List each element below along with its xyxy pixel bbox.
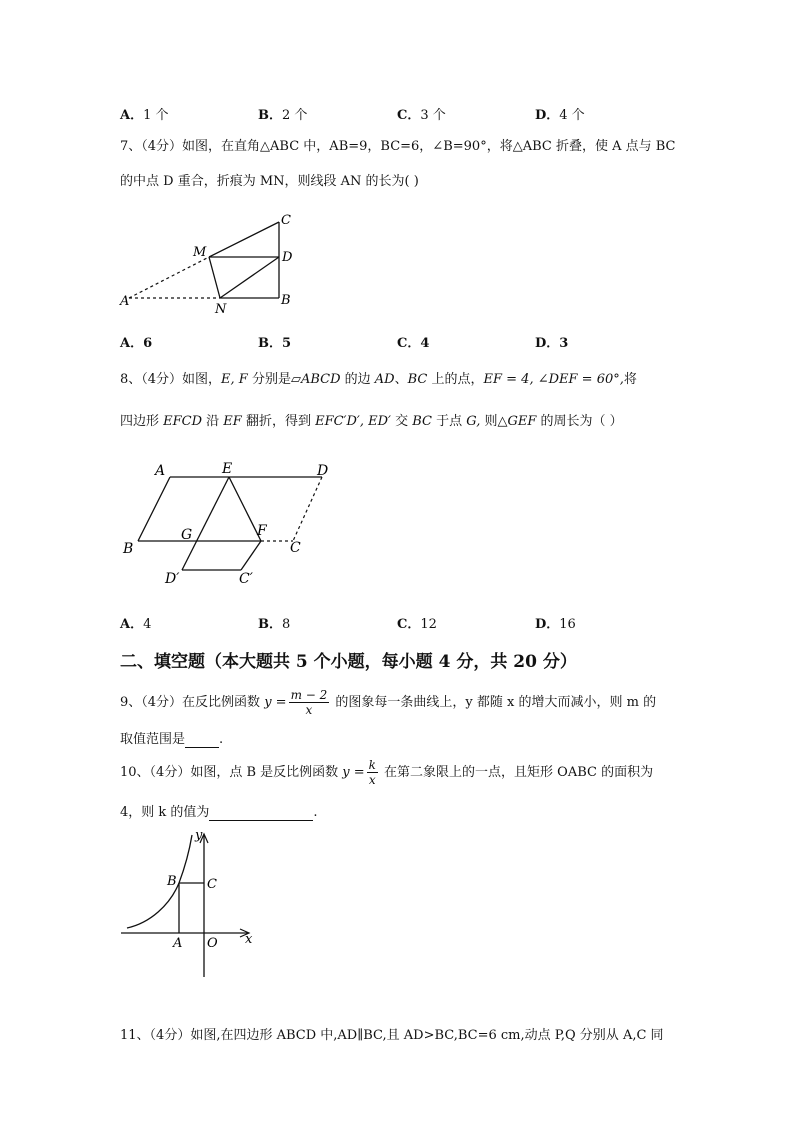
q8-question-line2: 四边形 EFCD 沿 EF 翻折，得到 EFC′D′, ED′ 交 BC 于点 G, 则△GEF 的周长为（ ） xyxy=(120,414,623,429)
q8-label-g: G xyxy=(181,527,193,543)
q10-figure xyxy=(115,825,265,985)
q6-option-a: A．1 个 xyxy=(120,108,169,123)
q10-fraction: $\frac{k}{x}$ xyxy=(368,758,376,787)
q9-answer-blank[interactable] xyxy=(185,732,219,748)
q7-label-m: M xyxy=(193,245,207,260)
section-heading-fill-blank: 二、填空题（本大题共 5 个小题，每小题 4 分，共 20 分） xyxy=(120,652,577,672)
q8-label-b: B xyxy=(123,541,134,557)
q10-curve xyxy=(127,835,192,928)
q7-figure xyxy=(115,205,305,317)
q10-label-y: y xyxy=(195,828,203,843)
q8-option-c: C．12 xyxy=(397,617,437,632)
q7-question-line1: 7、（4分）如图，在直角△ABC 中，AB=9，BC=6，∠B=90°，将△ABC 折叠，使 A 点与 BC xyxy=(120,139,676,154)
q8-option-b: B．8 xyxy=(258,617,291,632)
q7-label-c: C xyxy=(281,213,291,228)
q6-option-b: B．2 个 xyxy=(258,108,308,123)
q8-label-f: F xyxy=(257,523,267,539)
q9-fraction: $\frac{m - 2}{x}$ xyxy=(290,688,328,717)
q8-label-e: E xyxy=(222,461,233,477)
q7-option-d: D．3 xyxy=(535,336,569,351)
q8-option-a: A．4 xyxy=(120,617,152,632)
q6-option-c: C．3 个 xyxy=(397,108,446,123)
q8-label-dprime: D′ xyxy=(165,571,180,587)
q7-label-n: N xyxy=(215,302,227,317)
q7-option-c: C．4 xyxy=(397,336,430,351)
q8-line-ab xyxy=(138,477,170,541)
q7-line-nd xyxy=(220,257,279,298)
q8-line-ed xyxy=(182,477,229,570)
q8-label-c: C xyxy=(290,540,301,556)
q10-label-x: x xyxy=(245,932,253,947)
q9-question-line2: 取值范围是 . xyxy=(120,732,224,747)
q10-label-c: C xyxy=(207,877,217,892)
q7-line-mc xyxy=(209,222,279,257)
q8-label-cprime: C′ xyxy=(239,571,253,587)
q10-label-o: O xyxy=(207,936,218,951)
q8-label-a: A xyxy=(155,463,166,479)
q8-option-d: D．16 xyxy=(535,617,576,632)
q10-label-a: A xyxy=(173,936,183,951)
q7-line-mn xyxy=(209,257,220,298)
q8-question-line1: 8、（4分）如图，E, F 分别是▱ABCD 的边 AD、BC 上的点，EF = 4, ∠DEF = 60°,将 xyxy=(120,372,637,387)
q8-dash-dc xyxy=(293,477,322,541)
q10-question-line1: 10、（4分）如图，点 B 是反比例函数 y = $\frac{k}{x}$ 在第二象限上的一点，且矩形 OABC 的面积为 xyxy=(120,758,654,787)
q10-answer-blank[interactable] xyxy=(209,805,313,821)
q7-option-a: A．6 xyxy=(120,336,153,351)
q6-option-d: D．4 个 xyxy=(535,108,585,123)
q7-question-line2: 的中点 D 重合，折痕为 MN，则线段 AN 的长为( ) xyxy=(120,174,419,189)
q8-figure xyxy=(115,455,345,590)
q8-label-d: D xyxy=(317,463,329,479)
q7-dash-am xyxy=(129,257,209,298)
q8-line-cf xyxy=(241,541,261,570)
q7-label-b: B xyxy=(281,293,291,308)
q7-option-b: B．5 xyxy=(258,336,292,351)
q7-label-d: D xyxy=(282,250,293,265)
q10-question-line2: 4，则 k 的值为 . xyxy=(120,805,318,820)
q9-question-line1: 9、（4分）在反比例函数 y = $\frac{m - 2}{x}$ 的图象每一条曲线上，y 都随 x 的增大而减小，则 m 的 xyxy=(120,688,657,717)
q10-label-b: B xyxy=(167,874,177,889)
q7-label-a: A xyxy=(120,294,130,309)
q11-question-line1: 11、（4分）如图,在四边形 ABCD 中,AD∥BC,且 AD>BC,BC=6 cm,动点 P,Q 分别从 A,C 同 xyxy=(120,1028,664,1043)
